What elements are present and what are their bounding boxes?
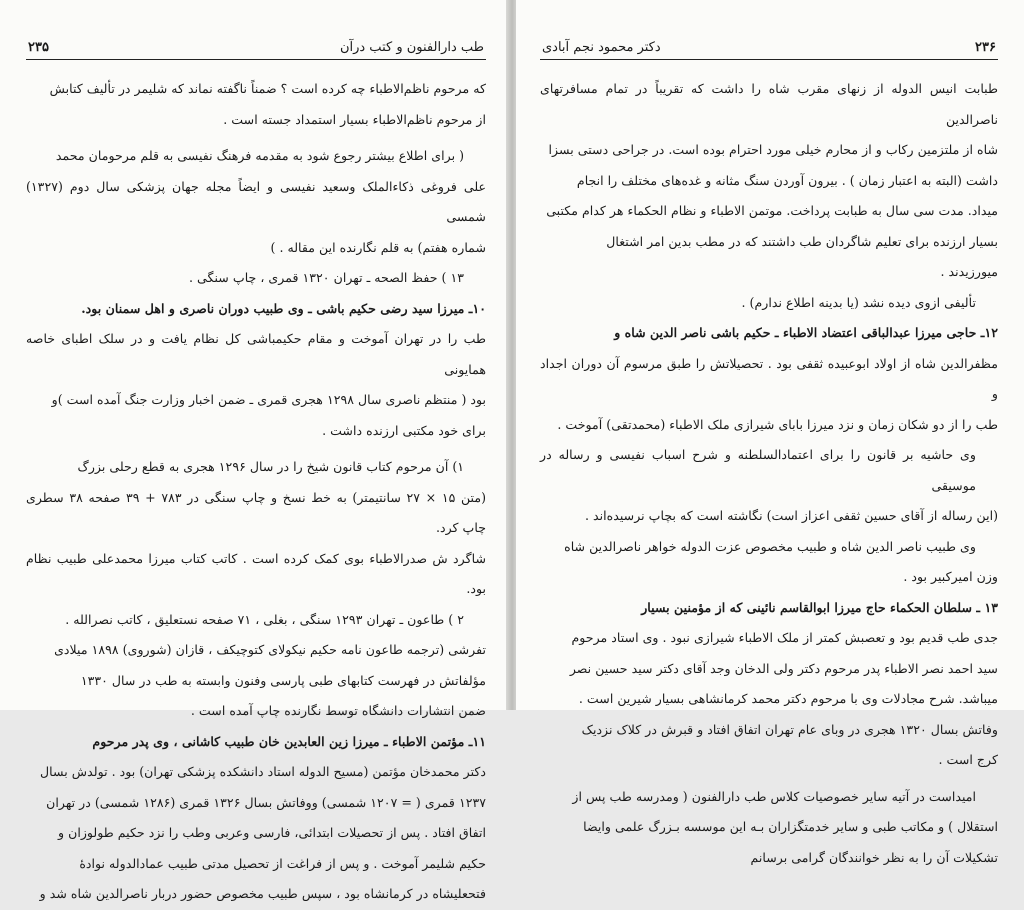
right-page-text [540, 74, 998, 873]
text-line: ۱) آن مرحوم کتاب قانون شیخ را در سال ۱۲۹۶ هجری به قطع رحلی بزرگ [77, 459, 464, 474]
left-running-title: طب دارالفنون و کتب درآن [339, 40, 484, 55]
text-line: تفرشی (ترجمه طاعون نامه حکیم نیکولای کتوچیکف ، قازان (شوروی) ۱۸۹۸ میلادی [54, 642, 486, 657]
text-line: ( برای اطلاع بیشتر رجوع شود به مقدمه فرهنگ نفیسی به قلم مرحومان محمد [55, 148, 464, 163]
text-line: میداد. مدت سی سال به طبابت پرداخت. موتمن الاطباء و نظام الحکماء هر کدام مکتبی [546, 203, 998, 218]
text-line: شاه از ملتزمین رکاب و از محارم خیلی مورد احترام بوده است. در جراحی دستی بسزا [548, 142, 998, 157]
text-line: دکتر محمدخان مؤتمن (مسیح الدوله استاد دانشکده پزشکی تهران) بود . تولدش بسال [40, 764, 486, 779]
text-line: فتحعلیشاه در کرمانشاه بود ، سپس طبیب مخصوص حضور دربار ناصرالدین شاه شد و [39, 886, 486, 901]
text-line: (متن ۱۵ × ۲۷ سانتیمتر) به خط نسخ و چاپ سنگی در ۷۸۳ + ۳۹ صفحه ۳۸ سطری چاپ کرد. [26, 489, 487, 535]
text-line: ۱۲۳۷ قمری ( = ۱۲۰۷ شمسی) ووفاتش بسال ۱۳۲۶ قمری (۱۲۸۶ شمسی) در تهران [46, 794, 486, 810]
text-line: وفاتش بسال ۱۳۲۰ هجری در وبای عام تهران اتفاق افتاد و قبرش در کلاک نزدیک [581, 721, 998, 737]
text-line: ضمن انتشارات دانشگاه توسط نگارنده چاپ آمده است . [190, 703, 486, 718]
text-line: سید احمد نصر الاطباء پدر مرحوم دکتر ولی الدخان وجد آقای دکتر سید حسین نصر [569, 660, 998, 676]
text-line: از مرحوم ناظم‌الاطباء بسیار استمداد جسته است . [223, 111, 486, 127]
left-page-header [26, 40, 486, 60]
text-line: مؤلفاتش در فهرست کتابهای طبی پارسی وفنون وابسته به طب در سال ۱۳۳۰ [80, 672, 486, 688]
section-heading-11: ۱۱ـ مؤتمن الاطباء ـ میرزا زین العابدین خان طبیب کاشانی ، وی پدر مرحوم [92, 733, 486, 749]
text-line: ۱۳ ) حفظ الصحه ـ تهران ۱۳۲۰ قمری ، چاپ سنگی . [189, 270, 464, 285]
text-line: کرج است . [938, 752, 998, 767]
text-line: تألیفی ازوی دیده نشد (یا بدینه اطلاع ندارم) . [741, 294, 976, 310]
text-line: داشت (البته به اعتبار زمان ) . بیرون آوردن سنگ مثانه و غده‌های مختلف را انجام [576, 172, 998, 188]
text-line: علی فروغی ذکاءالملک وسعید نفیسی و ایضاً مجله جهان پزشکی سال دوم (۱۳۲۷) شمسی [26, 178, 486, 224]
right-page-header [540, 40, 998, 60]
text-line: برای خود مکتبی ارزنده داشت . [322, 422, 486, 438]
text-line: وزن امیرکبیر بود . [903, 569, 998, 584]
text-line: طب را در تهران آموخت و مقام حکیمباشی کل نظام یافت و در سلک اطبای خاصه همایونی [26, 331, 486, 377]
text-line: شاگرد ش صدرالاطباء بوی کمک کرده است . کاتب کتاب میرزا محمدعلی طبیب نظام بود. [26, 550, 486, 596]
right-running-title: دکتر محمود نجم آبادی [542, 40, 661, 55]
text-line: تشکیلات آن را به نظر خوانندگان گرامی برسانم [750, 849, 998, 865]
right-page [516, 0, 1024, 865]
text-line: میباشد. شرح مجادلات وی با مرحوم دکتر محمد کرمانشاهی بسیار شیرین است . [578, 691, 998, 706]
text-line: بود ( منتظم ناصری سال ۱۲۹۸ هجری قمری ـ ضمن اخبار وزارت جنگ آمده است )و [51, 392, 486, 407]
left-page-number: ۲۳۵ [28, 40, 49, 55]
text-line: طب را از دو شکان زمان و نزد میرزا بابای شیرازی ملک الاطباء (محمدتقی) آموخت . [557, 416, 998, 432]
text-line: طبابت انیس الدوله از زنهای مقرب شاه را داشت که تقریباً در تمام مسافرتهای ناصرالدین [540, 81, 998, 127]
section-heading-12: ۱۲ـ حاجی میرزا عبدالباقی اعتضاد الاطباء ـ حکیم باشی ناصر الدین شاه و [614, 325, 998, 340]
text-line: جدی طب قدیم بود و تعصبش کمتر از ملک الاطباء شیرازی نبود . وی استاد مرحوم [571, 630, 998, 645]
text-line: حکیم شلیمر آموخت . و پس از فراغت از تحصیل مدتی طبیب عمادالدوله نوادهٔ [79, 855, 486, 871]
text-line: امیداست در آتیه سایر خصوصیات کلاس طب دارالفنون ( ومدرسه طب پس از [572, 788, 976, 804]
text-line: شماره هفتم) به قلم نگارنده این مقاله . ) [270, 239, 486, 255]
left-page [0, 0, 508, 901]
text-line: وی حاشیه بر قانون را برای اعتمادالسلطنه و شرح اسباب نفیسی و رساله در موسیقی [540, 447, 976, 493]
text-line: بسیار ارزنده برای تعلیم شاگردان طب داشتند که در مطب بدین امر اشتغال [606, 233, 998, 249]
text-line: (این رساله از آقای حسین ثقفی اعزاز است) نگاشته است که بچاپ نرسیده‌اند . [585, 508, 998, 523]
text-line: استقلال ) و مکاتب طبی و سایر خدمتگزاران بـه این موسسه بـزرگ علمی وایضا [583, 819, 998, 834]
section-heading-10: ۱۰ـ میرزا سید رضی حکیم باشی ـ وی طبیب دوران ناصری و اهل سمنان بود. [81, 300, 486, 316]
text-line: وی طبیب ناصر الدین شاه و طبیب مخصوص عزت الدوله خواهر ناصرالدین شاه [564, 538, 976, 554]
text-line: ۲ ) طاعون ـ تهران ۱۲۹۳ سنگی ، بغلی ، ۷۱ صفحه نستعلیق ، کاتب نصرالله . [65, 611, 464, 627]
text-line: اتفاق افتاد . پس از تحصیلات ابتدائی، فارسی وعربی وطب را نزد حکیم طولوزان و [58, 825, 486, 840]
right-page-number: ۲۳۶ [975, 40, 996, 55]
text-line: مظفرالدین شاه از اولاد ابوعبیده ثقفی بود . تحصیلاتش را طبق مرسوم آن دوران اجداد و [540, 355, 998, 401]
section-heading-13: ۱۳ ـ سلطان الحکماء حاج میرزا ابوالقاسم نائینی که از مؤمنین بسیار [641, 599, 998, 615]
text-line: میورزیدند . [940, 264, 998, 279]
text-line: که مرحوم ناظم‌الاطباء چه کرده است ؟ ضمناً ناگفته نماند که شلیمر در تألیف کتابش [49, 81, 486, 96]
left-page-text [26, 74, 486, 910]
